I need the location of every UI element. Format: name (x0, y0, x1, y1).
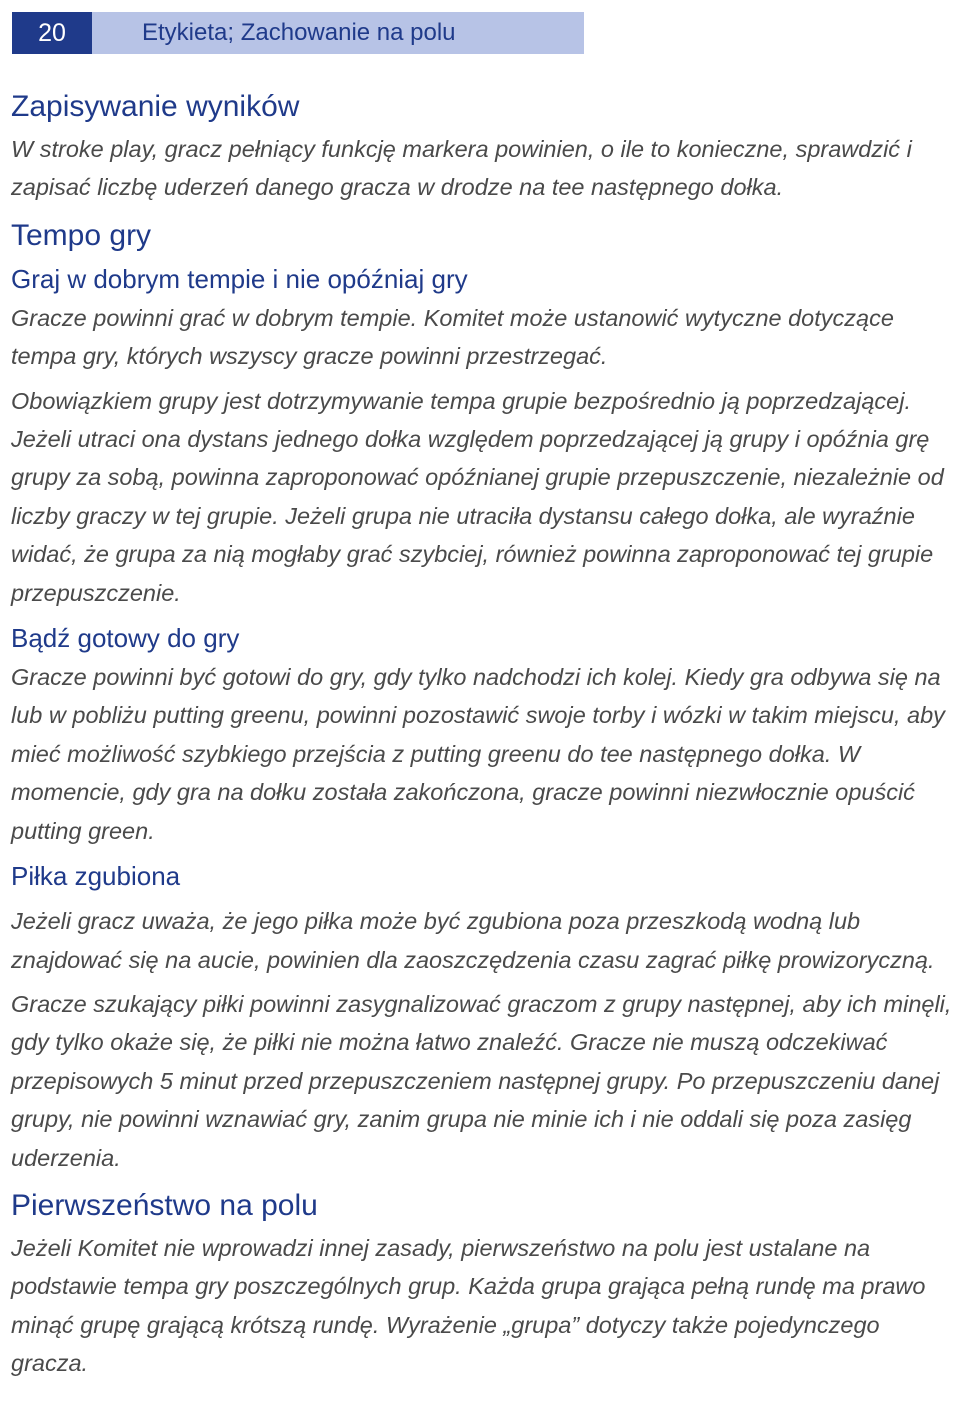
page-number: 20 (12, 12, 92, 54)
section-title-zapisywanie: Zapisywanie wyników (11, 90, 300, 123)
paragraph-gotowy: Gracze powinni być gotowi do gry, gdy tylko nadchodzi ich kolej. Kiedy gra odbywa się na lub w pobliżu putting greenu, powinni pozostawić swoje torby i wózki w takim miejscu, aby mieć możliwość szybkiego przejścia z putting greenu do tee następnego dołka. W momencie, gdy gra na dołku została zakończona, gracze powinni niezwłocznie opuścić putting green. (11, 664, 945, 844)
paragraph-tempo-1: Gracze powinni grać w dobrym tempie. Komitet może ustanowić wytyczne dotyczące tempa gry, których wszyscy gracze powinni przestrzegać. (11, 304, 894, 370)
paragraph-pilka-1: Jeżeli gracz uważa, że jego piłka może być zgubiona poza przeszkodą wodną lub znajdować się na aucie, powinien dla zaoszczędzenia czasu zagrać piłkę prowizoryczną. (11, 908, 935, 973)
subsection-title-pilka-zgubiona: Piłka zgubiona (11, 861, 181, 892)
section-title-pierwszenstwo: Pierwszeństwo na polu (11, 1188, 318, 1222)
page-content (11, 84, 955, 1383)
paragraph-zapisywanie: W stroke play, gracz pełniący funkcję markera powinien, o ile to konieczne, sprawdzić i zapisać liczbę uderzeń danego gracza w drodze na tee następnego dołka. (11, 136, 912, 201)
subsection-title-gotowy: Bądź gotowy do gry (11, 623, 240, 654)
page-header (12, 12, 584, 54)
paragraph-pierwszenstwo: Jeżeli Komitet nie wprowadzi innej zasady, pierwszeństwo na polu jest ustalane na podstawie tempa gry poszczególnych grup. Każda grupa grająca pełną rundę ma prawo minąć grupę grającą krótszą rundę. Wyrażenie „grupa” dotyczy także pojedynczego gracza. (11, 1234, 926, 1377)
paragraph-tempo-2: Obowiązkiem grupy jest dotrzymywanie tempa grupie bezpośrednio ją poprzedzającej. Jeżeli utraci ona dystans jednego dołka względem poprzedzającej ją grupy i opóźnia grę grupy za sobą, powinna zaproponować opóźnianej grupie przepuszczenie, niezależnie od liczby graczy w tej grupie. Jeżeli grupa nie utraciła dystansu całego dołka, ale wyraźnie widać, że grupa za nią mogłaby grać szybciej, również powinna zaproponować tej grupie przepuszczenie. (11, 387, 944, 606)
section-title-tempo: Tempo gry (11, 218, 152, 252)
paragraph-pilka-2: Gracze szukający piłki powinni zasygnalizować graczom z grupy następnej, aby ich minęli, gdy tylko okaże się, że piłki nie można łatwo znaleźć. Gracze nie muszą odczekiwać przepisowych 5 minut przed przepuszczeniem następnej grupy. Po przepuszczeniu danej grupy, nie powinni wznawiać gry, zanim grupa nie minie ich i nie oddali się poza zasięg uderzenia. (11, 990, 952, 1171)
chapter-title: Etykieta; Zachowanie na polu (92, 12, 584, 54)
subsection-title-dobre-tempo: Graj w dobrym tempie i nie opóźniaj gry (11, 263, 468, 294)
